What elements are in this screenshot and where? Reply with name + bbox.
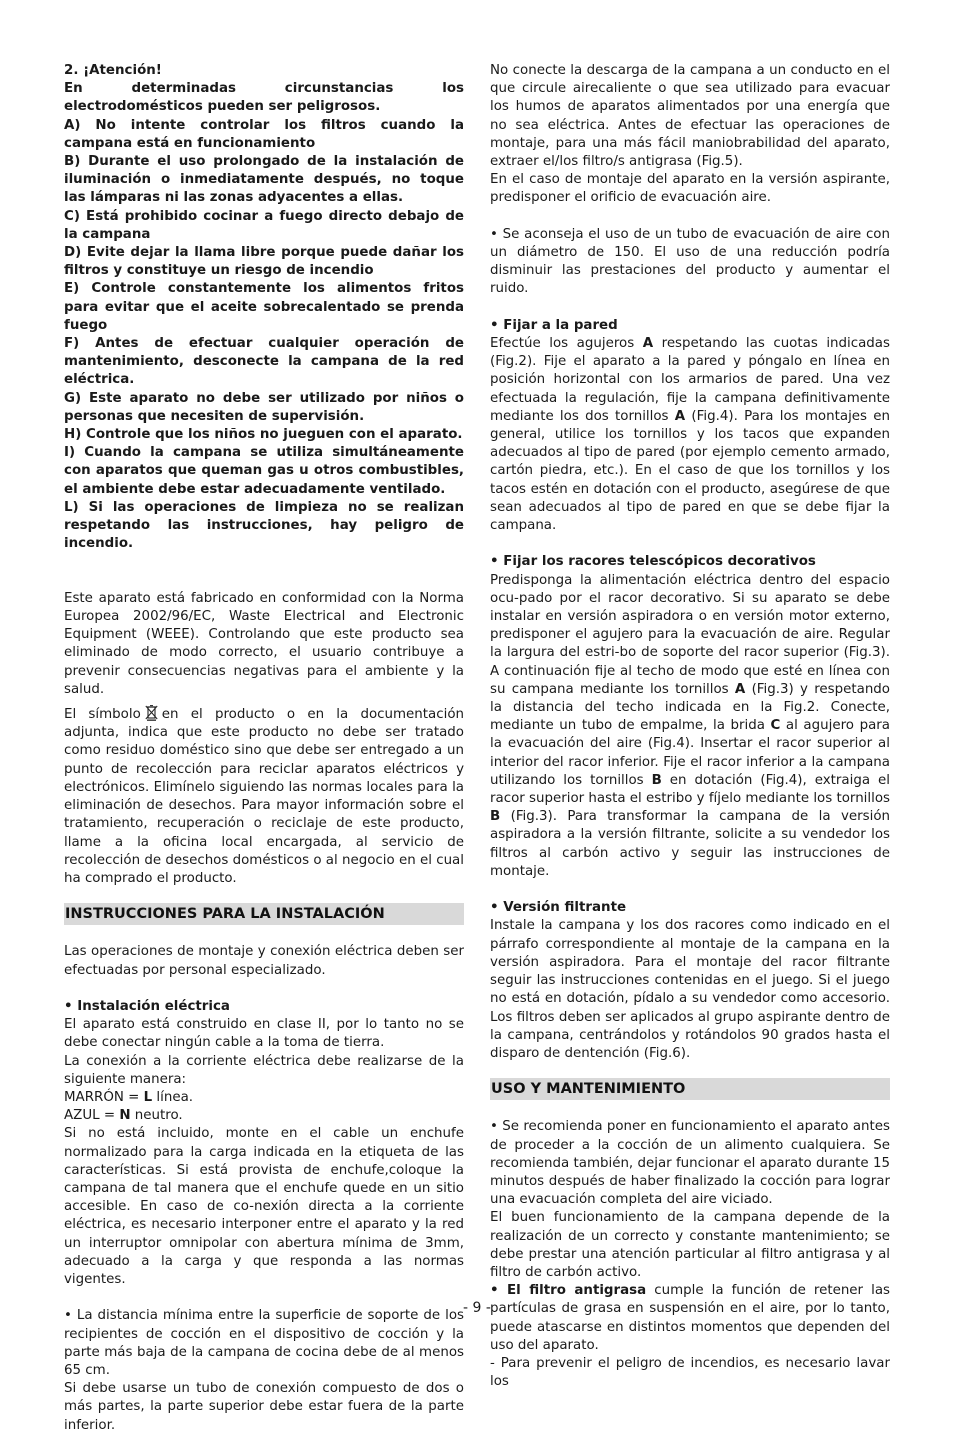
electrical-class-text: El aparato está construido en clase II, por lo tanto no se debe conectar ningún cable a la toma de tierra.: [64, 1017, 464, 1051]
warning-item-h: H) Controle que los niños no jueguen con el aparato.: [64, 427, 463, 443]
warning-item-b: B) Durante el uso prolongado de la instalación de iluminación o inmediatamente después, no toque las lámparas ni las zonas adyacentes a ellas.: [64, 154, 464, 206]
install-intro: Las operaciones de montaje y conexión eléctrica deben ser efectuadas por personal especializado.: [64, 944, 464, 978]
wire-blue-neutral: AZUL = N neutro.: [64, 1108, 183, 1124]
filter-version-text: Instale la campana y los dos racores como indicado en el párrafo correspondiente al montaje de la campana en la versión aspiradora. Para el montaje del racor filtrante seguir las instrucciones contenidas en el juego. Si el juego no está en dotación, pídalo a su vendedor como accesorio. Los filtros deben ser aplicados al grupo aspirante dentro de la campana, centrándolos y rotándolos 90 grados hasta el disparo de dentención (Fig.6).: [490, 918, 890, 1061]
right-column: [490, 62, 890, 1391]
electrical-heading: • Instalación eléctrica: [64, 998, 230, 1014]
wall-fixing-heading: • Fijar a la pared: [490, 317, 618, 333]
warning-item-d: D) Evite dejar la llama libre porque puede dañar los filtros y constituye un riesgo de incendio: [64, 245, 464, 279]
tube-diameter-text: • Se aconseja el uso de un tubo de evacuación de aire con un diámetro de 150. El uso de una reducción podría disminuir las prestaciones del producto y aumentar el ruido.: [490, 226, 890, 297]
left-column: [64, 62, 464, 1435]
fire-prevention-text: - Para prevenir el peligro de incendios, es necesario lavar los: [490, 1355, 890, 1390]
warning-item-c: C) Está prohibido cocinar a fuego directo debajo de la campana: [64, 208, 464, 242]
connection-tube-text: Si debe usarse un tubo de conexión compuesto de dos o más partes, la parte superior debe estar fuera de la parte inferior.: [64, 1381, 464, 1433]
wall-fixing-text: Efectúe los agujeros A respetando las cuotas indicadas (Fig.2). Fije el aparato a la pared y póngalo en línea en posición horizontal con los armarios de pared. Una vez efectuada la regulación, fije la campana definitivamente mediante los dos tornillos A (Fig.4). Para los montajes en general, utilice los tornillos y los tacos que expanden adecuados al tipo de pared (por ejemplo cemento armado, cartón piedra, etc.). En el caso de que los tornillos y los tacos estén en dotación con el producto, asegúrese de que sean adecuados al tipo de pared en que se debe fijar la campana.: [490, 336, 890, 534]
warning-intro: En determinadas circunstancias los electrodomésticos pueden ser peligrosos.: [64, 81, 464, 115]
weee-symbol-lead: El símbolo: [64, 707, 141, 723]
weee-paragraph: Este aparato está fabricado en conformidad con la Norma Europea 2002/96/EC, Waste Electrical and Electronic Equipment (WEEE). Controlando que este producto sea eliminado de modo correcto, el usuario contribuye a prevenir consecuencias negativas para el ambiente y la salud.: [64, 590, 464, 697]
warning-title: 2. ¡Atención!: [64, 63, 162, 78]
section-use-maintenance-heading: USO Y MANTENIMIENTO: [490, 1078, 890, 1100]
plug-instructions: Si no está incluido, monte en el cable un enchufe normalizado para la carga indicada en la etiqueta de las características. Si está provista de enchufe,coloque la campana de tal manera que el enchufe quede en un sitio accesible. En caso de co-nexión directa a la corriente eléctrica, es necesario interponer entre el aparato y la red un interruptor omnipolar con abertura mínima de 3mm, adecuado a la carga y que responda a las normas vigentes.: [64, 1126, 464, 1287]
exhaust-warning-text: No conecte la descarga de la campana a un conducto en el que circule airecaliente o que sea utilizado para evacuar los humos de aparatos alimentados por una energía que no sea eléctrica. Antes de efectuar las operaciones de montaje, para una más fácil maniobrabilidad del aparato, extraer el/los filtro/s antigrasa (Fig.5).: [490, 63, 890, 170]
filter-version-heading: • Versión filtrante: [490, 900, 627, 916]
crossed-bin-icon: [145, 705, 158, 721]
electrical-connection-text: La conexión a la corriente eléctrica debe realizarse de la siguiente manera:: [64, 1053, 464, 1087]
maintenance-text: El buen funcionamiento de la campana depende de la realización de un correcto y constante mantenimiento; se debe prestar una atención particular al filtro antigrasa y al filtro de carbón activo.: [490, 1210, 890, 1280]
warning-item-e: E) Controle constantemente los alimentos fritos para evitar que el aceite sobrecalentado se prenda fuego: [64, 281, 464, 333]
grease-filter-text: • El filtro antigrasa cumple la función de retener las partículas de grasa en suspensión en el aire, por lo tanto, puede atascarse en distintos momentos que dependen del uso del aparato.: [490, 1283, 890, 1353]
use-recommendation-text: • Se recomienda poner en funcionamiento el aparato antes de proceder a la cocción de un alimento cualquiera. Se recomienda también, dejar funcionar el aparato durante 15 minutos después de haber finalizado la cocción para lograr una evacuación completa del aire viciado.: [490, 1119, 890, 1208]
warning-item-i: I) Cuando la campana se utiliza simultáneamente con aparatos que queman gas u otros combustibles, el ambiente debe estar adecuadamente ventilado.: [64, 445, 464, 497]
extraction-version-text: En el caso de montaje del aparato en la versión aspirante, predisponer el orificio de evacuación aire.: [490, 172, 890, 206]
warning-item-l: L) Si las operaciones de limpieza no se realizan respetando las instrucciones, hay peligro de incendio.: [64, 499, 464, 552]
min-distance-text: • La distancia mínima entre la superficie de soporte de los recipientes de cocción en el dispositivo de cocción y la parte más baja de la campana de cocina debe de al menos 65 cm.: [64, 1308, 464, 1378]
wire-brown-line: MARRÓN = L línea.: [64, 1089, 194, 1105]
telescopic-heading: • Fijar los racores telescópicos decorativos: [490, 554, 816, 570]
warning-item-f: F) Antes de efectuar cualquier operación de mantenimiento, desconecte la campana de la red eléctrica.: [64, 336, 464, 388]
warning-item-a: A) No intente controlar los filtros cuando la campana está en funcionamiento: [64, 117, 464, 151]
telescopic-text: Predisponga la alimentación eléctrica dentro del espacio ocu-pado por el racor decorativo. Si su aparato se debe instalar en versión aspiradora o en versión motor externo, predisponer el agujero para la evacuación de aire. Regular la largura del estri-bo de soporte del racor superior (Fig.3). A continuación fije al techo de modo que esté en línea con su campana mediante los tornillos A (Fig.3) y respetando la distancia del techo indicada en la Fig.2. Conecte, mediante un tubo de empalme, la brida C al agujero para la evacuación del aire (Fig.4). Insertar el racor superior al interior del racor inferior. Fije el racor inferior a la campana utilizando los tornillos B en dotación (Fig.4), extraiga el racor superior hasta el estribo y fíjelo mediante los tornillos B (Fig.3). Para transformar la campana de la versión aspiradora a la versión filtrante, solicite a su vendedor los filtros al carbón activo y seguir las instrucciones de montaje.: [490, 572, 891, 879]
warning-item-g: G) Este aparato no debe ser utilizado por niños o personas que necesiten de supervisión.: [64, 390, 464, 424]
weee-symbol-text: en el producto o en la documentación adjunta, indica que este producto no debe ser tratado como residuo doméstico sino que debe ser entregado a un punto de recolección para reciclar aparatos eléctricos y electrónicos. Elimínelo siguiendo las normas locales para la eliminación de desechos. Para mayor información sobre el tratamiento, recuperación o reciclaje de este producto, llame a la oficina local encargada, al servicio de recolección de desechos domésticos o al negocio en el cual ha comprado el producto.: [64, 707, 464, 886]
page-number: - 9 -: [463, 1300, 491, 1316]
section-installation-heading: INSTRUCCIONES PARA LA INSTALACIÓN: [64, 903, 464, 925]
weee-symbol-paragraph: [64, 705, 464, 888]
